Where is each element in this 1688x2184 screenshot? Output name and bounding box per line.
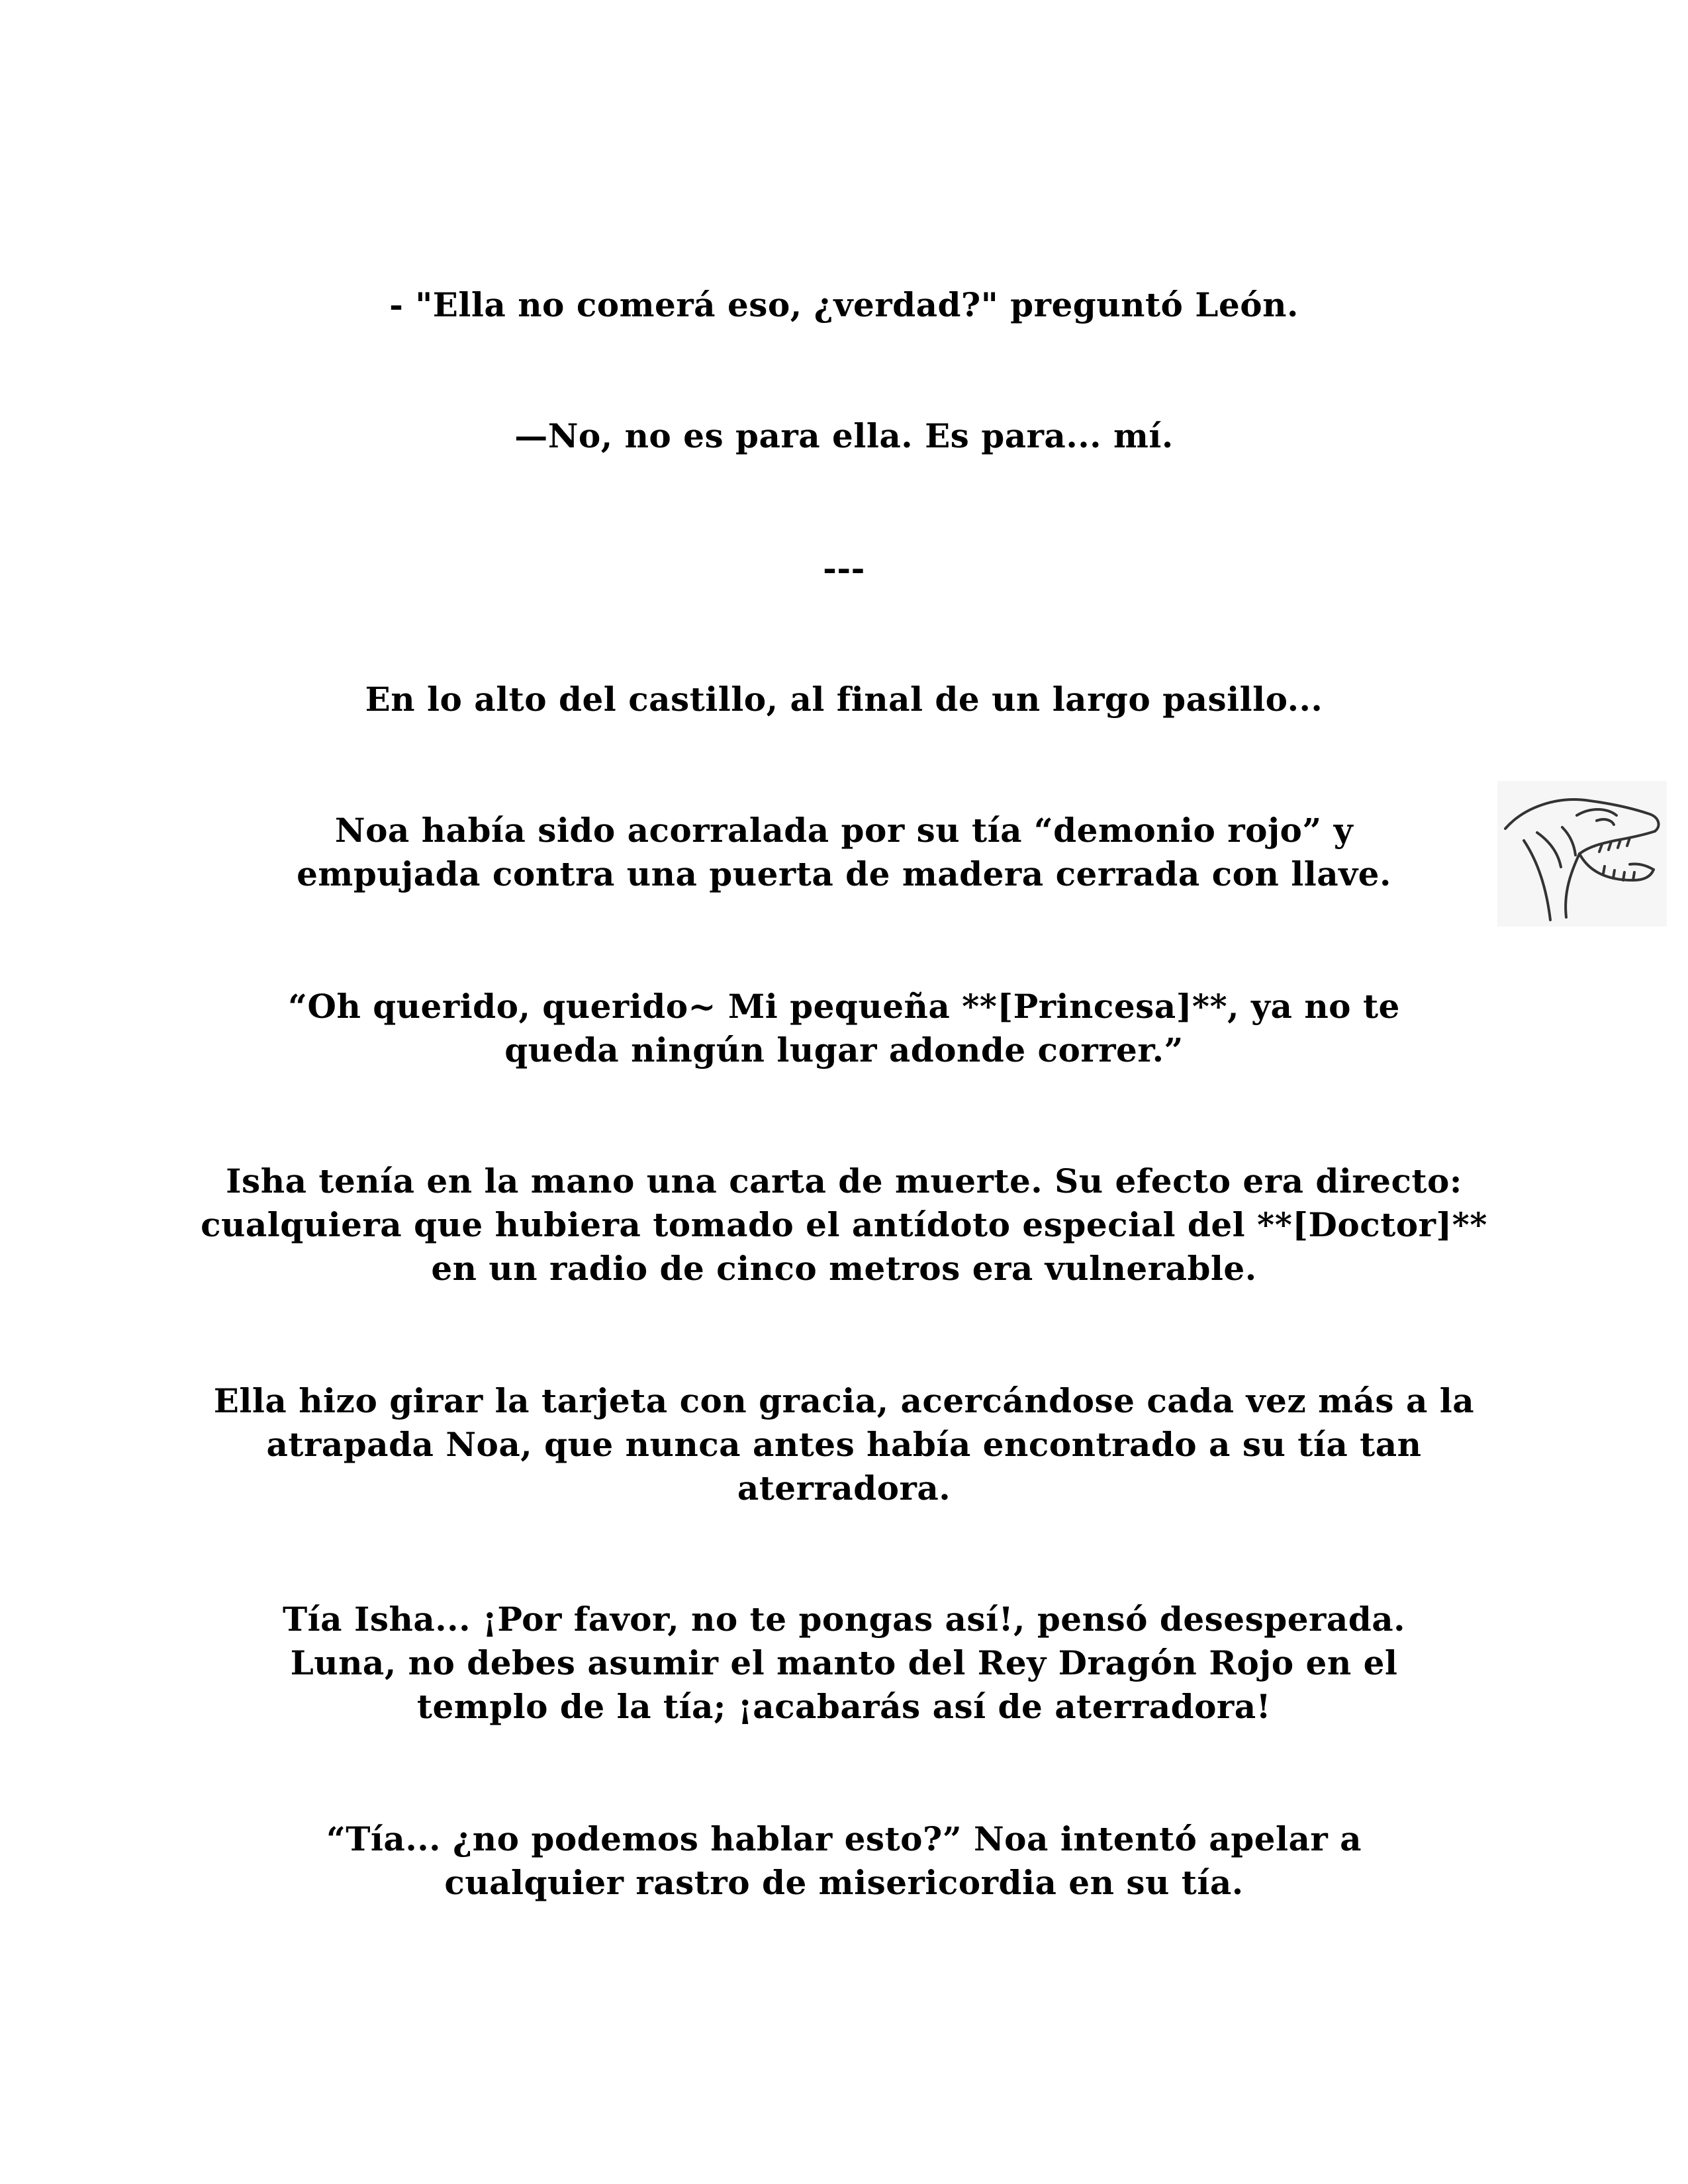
paragraph-death-card: Isha tenía en la mano una carta de muerte. Su efecto era directo: cualquiera que hubiera tomado el antídoto especial del **[Doctor]** en un radio de cinco metros era vulnerable. [201, 1161, 1487, 1288]
paragraph-noa-cornered: Noa había sido acorralada por su tía “demonio rojo” y empujada contra una puerta de madera cerrada con llave. [297, 811, 1391, 893]
paragraph-noa-thoughts: Tía Isha... ¡Por favor, no te pongas así!, pensó desesperada. Luna, no debes asumir el manto del Rey Dragón Rojo en el templo de la tía; ¡acabarás así de aterradora! [282, 1600, 1406, 1726]
paragraph-noa-appeal: “Tía... ¿no podemos hablar esto?” Noa intentó apelar a cualquier rastro de misericordia en su tía. [326, 1819, 1362, 1902]
paragraph-castle-setting: En lo alto del castillo, al final de un largo pasillo... [365, 680, 1323, 719]
paragraph-card-spin: Ella hizo girar la tarjeta con gracia, acercándose cada vez más a la atrapada Noa, que nunca antes había encontrado a su tía tan aterradora. [213, 1381, 1475, 1508]
paragraph-aunt-taunt: “Oh querido, querido~ Mi pequeña **[Princesa]**, ya no te queda ningún lugar adonde correr.” [288, 987, 1400, 1069]
dragon-head-sketch-icon [1497, 781, 1667, 927]
scene-separator: --- [823, 549, 865, 588]
paragraph-reply: —No, no es para ella. Es para... mí. [514, 416, 1174, 455]
paragraph-leon-question: - "Ella no comerá eso, ¿verdad?" preguntó León. [389, 285, 1299, 324]
